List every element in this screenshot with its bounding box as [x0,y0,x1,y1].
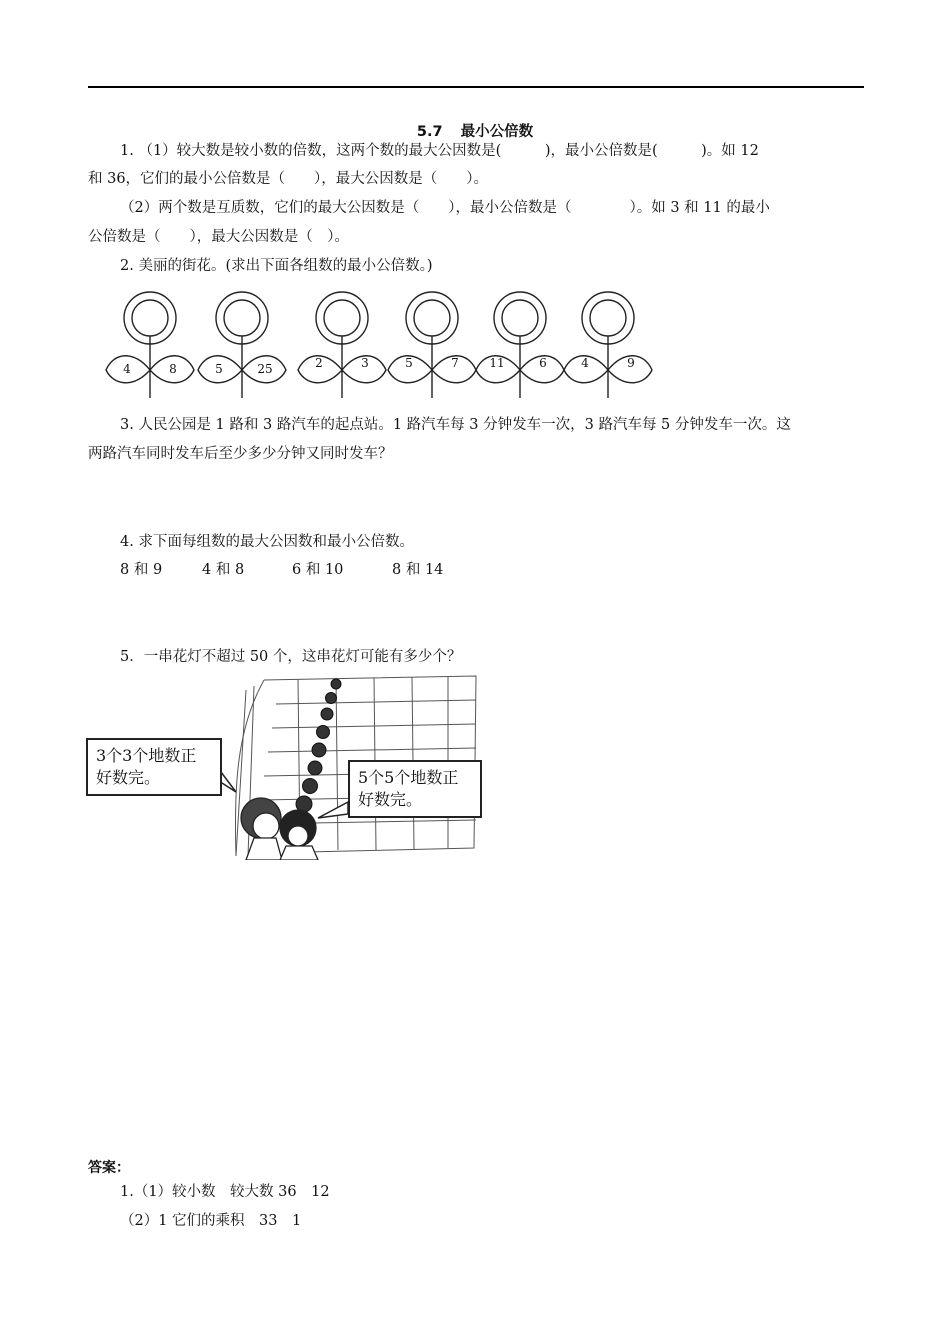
q2-prompt: 2. 美丽的街花。(求出下面各组数的最小公倍数。) [120,258,433,274]
flower-2-right-number: 25 [257,362,273,376]
flower-6-left-number: 4 [581,356,589,370]
flower-icon [562,290,654,400]
section-number: 5.7 [416,124,443,140]
flower-4-right-number: 7 [451,356,459,370]
q1-part1-line1: 1. （1）较大数是较小数的倍数，这两个数的最大公因数是( )，最小公倍数是( )。如 12 [120,143,759,159]
q1-part1-line2: 和 36，它们的最小公倍数是（ ），最大公因数是（ ）。 [88,171,489,187]
flower-icon [474,290,566,400]
q3-line2: 两路汽车同时发车后至少多少分钟又同时发车？ [88,446,393,462]
q4-prompt: 4. 求下面每组数的最大公因数和最小公倍数。 [120,534,414,550]
q4-pair-1: 8 和 9 [120,562,163,578]
flower-3 [296,290,388,400]
flower-icon [296,290,388,400]
flower-icon [104,290,196,400]
q3-line1: 3. 人民公园是 1 路和 3 路汽车的起点站。1 路汽车每 3 分钟发车一次，3 路汽车每 5 分钟发车一次。这 [120,417,791,433]
section-title: 最小公倍数 [460,124,534,140]
answers-heading: 答案： [88,1160,130,1176]
flower-2-left-number: 5 [215,362,223,376]
flower-3-left-number: 2 [315,356,323,370]
answer-line-2: （2）1 它们的乘积 33 1 [120,1213,302,1229]
flower-1-left-number: 4 [123,362,131,376]
q5-prompt: 5．一串花灯不超过 50 个，这串花灯可能有多少个？ [120,649,462,665]
lantern-illustration [86,670,486,860]
flower-4-left-number: 5 [405,356,413,370]
q4-pair-3: 6 和 10 [292,562,344,578]
flower-4 [386,290,478,400]
answer-line-1: 1.（1）较小数 较大数 36 12 [120,1184,330,1200]
header-rule [88,86,864,88]
q4-pair-2: 4 和 8 [202,562,245,578]
flower-icon [196,290,288,400]
flower-5-right-number: 6 [539,356,547,370]
q1-part2-line1: （2）两个数是互质数，它们的最大公因数是（ ），最小公倍数是（ ）。如 3 和 11 的最小 [120,200,770,216]
flower-3-right-number: 3 [361,356,369,370]
flower-row [104,290,664,400]
flower-5-left-number: 11 [489,356,505,370]
flower-5 [474,290,566,400]
flower-1 [104,290,196,400]
speech-bubble-right: 5个5个地数正好数完。 [348,760,482,818]
flower-2 [196,290,288,400]
q4-pair-4: 8 和 14 [392,562,444,578]
flower-icon [386,290,478,400]
q1-part2-line2: 公倍数是（ ），最大公因数是（ ）。 [88,229,349,245]
flower-6-right-number: 9 [627,356,635,370]
flower-6 [562,290,654,400]
flower-1-right-number: 8 [169,362,177,376]
speech-bubble-left: 3个3个地数正好数完。 [86,738,222,796]
